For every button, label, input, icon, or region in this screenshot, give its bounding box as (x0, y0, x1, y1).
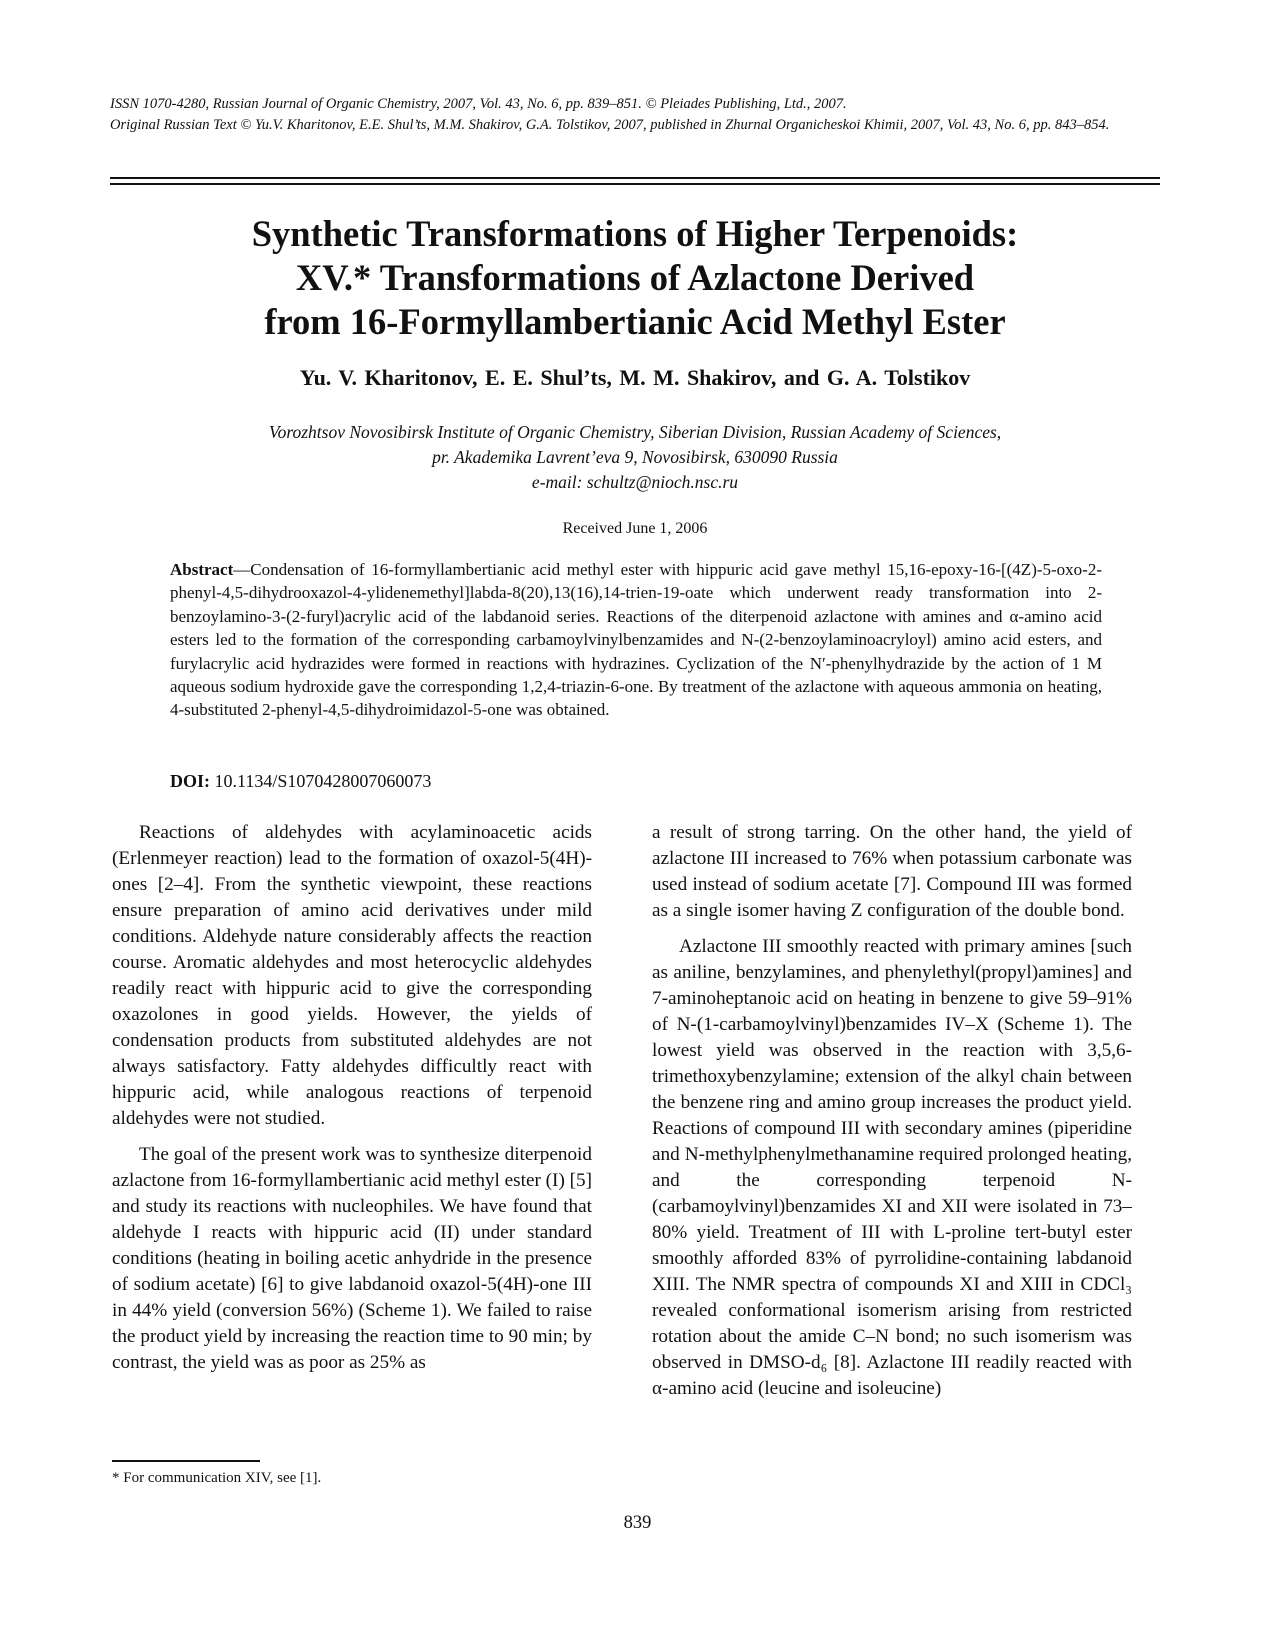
journal-header (110, 94, 1160, 136)
doi-link[interactable]: 10.1134/S1070428007060073 (214, 771, 432, 791)
doi-label: DOI: (170, 771, 210, 791)
abstract-label: Abstract (170, 560, 234, 579)
right-column (652, 820, 1132, 1412)
footnote-rule (112, 1460, 260, 1462)
right-paragraph-2: Azlactone III smoothly reacted with primary amines [such as aniline, benzylamines, and phenylethyl(propyl)amines] and 7-aminoheptanoic acid on heating in benzene to give 59–91% of N-(1-carbamoylvinyl)benzamides IV–X (Scheme 1). The lowest yield was observed in the reaction with 3,5,6-trimethoxybenzylamine; extension of the alkyl chain between the benzene ring and amino group increases the product yield. Reactions of compound III with secondary amines (piperidine and N-methylphenylmethanamine required prolonged heating, and the corresponding terpenoid N-(carbamoylvinyl)benzamides XI and XII were isolated in 73–80% yield. Treatment of III with L-proline tert-butyl ester smoothly afforded 83% of pyrrolidine-containing labdanoid XIII. The NMR spectra of compounds XI and XIII in CDCl₃ revealed conformational isomerism arising from restricted rotation about the amide C–N bond; no such isomerism was observed in DMSO-d₆ [8]. Azlactone III readily reacted with α-amino acid (leucine and isoleucine) (652, 936, 1132, 1399)
header-line-2: Original Russian Text © Yu.V. Kharitonov, E.E. Shul’ts, M.M. Shakirov, G.A. Tolstikov, 2007, published in Zhurnal Organicheskoi Khimii, 2007, Vol. 43, No. 6, pp. 843–854. (110, 117, 1110, 133)
affiliation (110, 420, 1160, 495)
title-line-2: XV.* Transformations of Azlactone Derived (295, 257, 975, 298)
abstract (170, 558, 1102, 722)
left-paragraph-2: The goal of the present work was to synthesize diterpenoid azlactone from 16-formyllambertianic acid methyl ester (I) [5] and study its reactions with nucleophiles. We have found that aldehyde I reacts with hippuric acid (II) under standard conditions (heating in boiling acetic anhydride in the presence of sodium acetate) [6] to give labdanoid oxazol-5(4H)-one III in 44% yield (conversion 56%) (Scheme 1). We failed to raise the product yield by increasing the reaction time to 90 min; by contrast, the yield was as poor as 25% as (112, 1144, 593, 1373)
header-rule-top (110, 177, 1160, 179)
author-list: Yu. V. Kharitonov, E. E. Shul’ts, M. M. Shakirov, and G. A. Tolstikov (299, 365, 971, 390)
affiliation-line-2: pr. Akademika Lavrent’eva 9, Novosibirsk, 630090 Russia (432, 447, 838, 467)
left-paragraph-1: Reactions of aldehydes with acylaminoacetic acids (Erlenmeyer reaction) lead to the formation of oxazol-5(4H)-ones [2–4]. From the synthetic viewpoint, these reactions ensure preparation of amino acid derivatives under mild conditions. Aldehyde nature considerably affects the reaction course. Aromatic aldehydes and most heterocyclic aldehydes readily react with hippuric acid to give the corresponding oxazolones in good yields. However, the yields of condensation products from substituted aldehydes are not always satisfactory. Fatty aldehydes difficultly react with hippuric acid, while analogous reactions of terpenoid aldehydes were not studied. (112, 822, 592, 1129)
header-rule-bottom (110, 183, 1160, 185)
left-column (112, 820, 592, 1386)
page-number: 839 (623, 1513, 652, 1533)
article-title (110, 212, 1160, 344)
affiliation-line-1: Vorozhtsov Novosibirsk Institute of Organic Chemistry, Siberian Division, Russian Academy of Sciences, (268, 422, 1002, 442)
title-line-3: from 16-Formyllambertianic Acid Methyl Ester (264, 301, 1006, 342)
footnote: * For communication XIV, see [1]. (112, 1470, 322, 1486)
doi (170, 771, 431, 792)
right-paragraph-1: a result of strong tarring. On the other hand, the yield of azlactone III increased to 76% when potassium carbonate was used instead of sodium acetate [7]. Compound III was formed as a single isomer having Z configuration of the double bond. (652, 822, 1132, 921)
received-date: Received June 1, 2006 (562, 520, 708, 537)
title-line-1: Synthetic Transformations of Higher Terpenoids: (251, 213, 1019, 254)
abstract-text: —Condensation of 16-formyllambertianic acid methyl ester with hippuric acid gave methyl 15,16-epoxy-16-[(4Z)-5-oxo-2-phenyl-4,5-dihydrooxazol-4-ylidenemethyl]labda-8(20),13(16),14-trien-19-oate which underwent ready transformation into 2-benzoylamino-3-(2-furyl)acrylic acid of the labdanoid series. Reactions of the diterpenoid azlactone with amines and α-amino acid esters led to the formation of the corresponding carbamoylvinylbenzamides and N-(2-benzoylaminoacryloyl) amino acid esters, and furylacrylic acid hydrazides were formed in reactions with hydrazines. Cyclization of the N′-phenylhydrazide by the action of 1 M aqueous sodium hydroxide gave the corresponding 1,2,4-triazin-6-one. By treatment of the azlactone with aqueous ammonia on heating, 4-substituted 2-phenyl-4,5-dihydroimidazol-5-one was obtained. (170, 560, 1102, 720)
affiliation-email: e-mail: schultz@nioch.nsc.ru (531, 472, 739, 492)
header-line-1: ISSN 1070-4280, Russian Journal of Organic Chemistry, 2007, Vol. 43, No. 6, pp. 839–851. © Pleiades Publishing, Ltd., 2007. (110, 96, 847, 112)
